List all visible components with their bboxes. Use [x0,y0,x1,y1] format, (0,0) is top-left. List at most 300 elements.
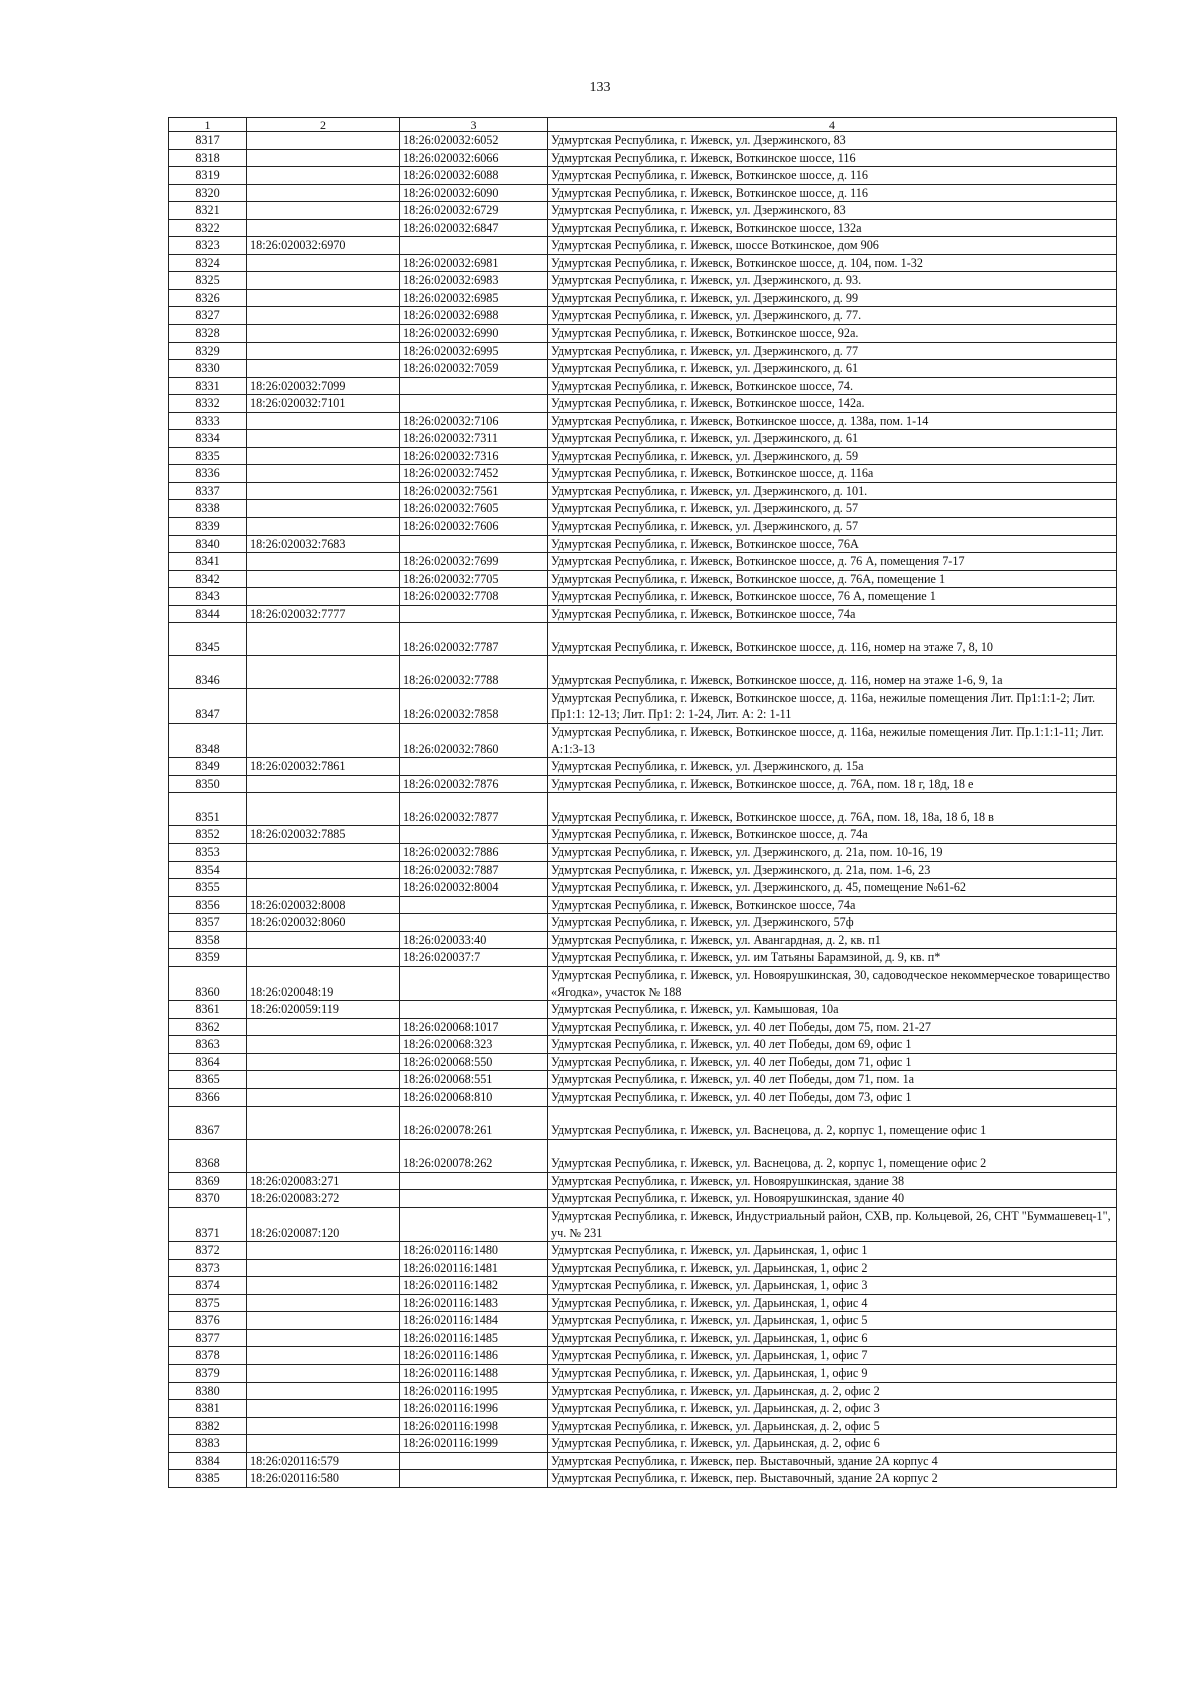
address-cell: Удмуртская Республика, г. Ижевск, ул. Дзержинского, 83 [548,132,1117,150]
cadastral-number-col2 [247,861,400,879]
cadastral-number-col2: 18:26:020032:7099 [247,377,400,395]
address-cell: Удмуртская Республика, г. Ижевск, ул. Дзержинского, д. 57 [548,500,1117,518]
header-row [169,118,1117,132]
table-row [169,826,1117,844]
cadastral-number-col2 [247,289,400,307]
address-cell: Удмуртская Республика, г. Ижевск, ул. Дзержинского, д. 99 [548,289,1117,307]
address-cell: Удмуртская Республика, г. Ижевск, ул. Дарьинская, 1, офис 1 [548,1242,1117,1260]
column-header: 1 [169,118,247,132]
cadastral-number-col3: 18:26:020032:7886 [400,843,548,861]
row-number: 8350 [169,775,247,793]
cadastral-number-col3: 18:26:020116:1483 [400,1294,548,1312]
cadastral-number-col2: 18:26:020116:580 [247,1470,400,1488]
row-number: 8372 [169,1242,247,1260]
row-number: 8365 [169,1071,247,1089]
cadastral-number-col2 [247,167,400,185]
table-row [169,949,1117,967]
cadastral-number-col2 [247,184,400,202]
cadastral-number-col3 [400,826,548,844]
cadastral-number-col3: 18:26:020032:7699 [400,553,548,571]
address-cell: Удмуртская Республика, г. Ижевск, Воткинское шоссе, 74. [548,377,1117,395]
cadastral-number-col3 [400,758,548,776]
cadastral-number-col3: 18:26:020116:1488 [400,1364,548,1382]
cadastral-number-col3: 18:26:020032:6988 [400,307,548,325]
table-row [169,1036,1117,1054]
address-cell: Удмуртская Республика, г. Ижевск, ул. Дзержинского, д. 101. [548,482,1117,500]
row-number: 8366 [169,1089,247,1107]
address-cell: Удмуртская Республика, г. Ижевск, Воткинское шоссе, 92а. [548,325,1117,343]
cadastral-number-col2 [247,1259,400,1277]
table-row [169,360,1117,378]
row-number: 8374 [169,1277,247,1295]
address-cell: Удмуртская Республика, г. Ижевск, ул. Дзержинского, д. 15а [548,758,1117,776]
cadastral-number-col2 [247,1106,400,1139]
row-number: 8383 [169,1435,247,1453]
row-number: 8323 [169,237,247,255]
cadastral-number-col3 [400,377,548,395]
cadastral-number-col3: 18:26:020068:1017 [400,1018,548,1036]
table-body [169,132,1117,1488]
address-cell: Удмуртская Республика, г. Ижевск, Воткинское шоссе, 74а [548,605,1117,623]
cadastral-number-col3 [400,914,548,932]
cadastral-number-col2 [247,342,400,360]
address-cell: Удмуртская Республика, г. Ижевск, пер. Выставочный, здание 2А корпус 2 [548,1470,1117,1488]
row-number: 8345 [169,623,247,656]
table-row [169,535,1117,553]
row-number: 8337 [169,482,247,500]
cadastral-number-col2: 18:26:020032:8008 [247,896,400,914]
row-number: 8346 [169,656,247,689]
table-row [169,1435,1117,1453]
address-cell: Удмуртская Республика, г. Ижевск, ул. Дарьинская, д. 2, офис 6 [548,1435,1117,1453]
row-number: 8333 [169,412,247,430]
address-cell: Удмуртская Республика, г. Ижевск, ул. Дзержинского, д. 57 [548,518,1117,536]
row-number: 8347 [169,689,247,724]
row-number: 8369 [169,1172,247,1190]
address-cell: Удмуртская Республика, г. Ижевск, ул. Новоярушкинская, 30, садоводческое некоммерческое товарищество «Ягодка», участок № 188 [548,966,1117,1001]
row-number: 8382 [169,1417,247,1435]
row-number: 8338 [169,500,247,518]
table-row [169,879,1117,897]
column-header: 4 [548,118,1117,132]
cadastral-number-col3: 18:26:020032:6052 [400,132,548,150]
cadastral-number-col2 [247,1312,400,1330]
address-cell: Удмуртская Республика, г. Ижевск, Воткинское шоссе, д. 116а [548,465,1117,483]
row-number: 8335 [169,447,247,465]
address-cell: Удмуртская Республика, г. Ижевск, Воткинское шоссе, д. 74а [548,826,1117,844]
cadastral-number-col2 [247,325,400,343]
row-number: 8324 [169,254,247,272]
address-cell: Удмуртская Республика, г. Ижевск, Воткинское шоссе, д. 116а, нежилые помещения Лит. Пр1:1:1-2; Лит. Пр1:1: 12-13; Лит. Пр1: 2: 1-24, Лит. А: 2: 1-11 [548,689,1117,724]
cadastral-number-col2: 18:26:020032:8060 [247,914,400,932]
table-row [169,1172,1117,1190]
row-number: 8336 [169,465,247,483]
cadastral-number-col3: 18:26:020032:7059 [400,360,548,378]
cadastral-number-col2 [247,1277,400,1295]
cadastral-number-col2: 18:26:020032:7683 [247,535,400,553]
cadastral-number-col2 [247,1329,400,1347]
cadastral-number-col3: 18:26:020032:6090 [400,184,548,202]
cadastral-number-col3: 18:26:020037:7 [400,949,548,967]
cadastral-number-col2 [247,723,400,758]
address-cell: Удмуртская Республика, г. Ижевск, ул. Дзержинского, д. 45, помещение №61-62 [548,879,1117,897]
row-number: 8361 [169,1001,247,1019]
cadastral-number-col3 [400,966,548,1001]
row-number: 8328 [169,325,247,343]
address-cell: Удмуртская Республика, г. Ижевск, Воткинское шоссе, 116 [548,149,1117,167]
column-header: 2 [247,118,400,132]
cadastral-number-col3: 18:26:020032:7452 [400,465,548,483]
address-cell: Удмуртская Республика, г. Ижевск, ул. Новоярушкинская, здание 38 [548,1172,1117,1190]
table-row [169,1053,1117,1071]
row-number: 8354 [169,861,247,879]
address-cell: Удмуртская Республика, г. Ижевск, ул. Авангардная, д. 2, кв. п1 [548,931,1117,949]
address-cell: Удмуртская Республика, г. Ижевск, Воткинское шоссе, д. 76 А, помещения 7-17 [548,553,1117,571]
row-number: 8371 [169,1207,247,1242]
row-number: 8356 [169,896,247,914]
cadastral-number-col2 [247,1018,400,1036]
cadastral-number-col3: 18:26:020032:7858 [400,689,548,724]
cadastral-number-col3: 18:26:020032:7877 [400,793,548,826]
cadastral-number-col2 [247,430,400,448]
address-cell: Удмуртская Республика, г. Ижевск, Воткинское шоссе, д. 116а, нежилые помещения Лит. Пр.1:1:1-11; Лит. А:1:3-13 [548,723,1117,758]
row-number: 8330 [169,360,247,378]
cadastral-number-col3: 18:26:020032:7605 [400,500,548,518]
table-row [169,149,1117,167]
address-cell: Удмуртская Республика, г. Ижевск, Воткинское шоссе, д. 116 [548,184,1117,202]
row-number: 8334 [169,430,247,448]
cadastral-number-col2: 18:26:020032:6970 [247,237,400,255]
address-cell: Удмуртская Республика, г. Ижевск, Воткинское шоссе, д. 104, пом. 1-32 [548,254,1117,272]
table-row [169,1071,1117,1089]
address-cell: Удмуртская Республика, г. Ижевск, Воткинское шоссе, д. 138а, пом. 1-14 [548,412,1117,430]
cadastral-number-col2: 18:26:020048:19 [247,966,400,1001]
row-number: 8363 [169,1036,247,1054]
cadastral-number-col2 [247,149,400,167]
cadastral-number-col2 [247,482,400,500]
cadastral-number-col2 [247,1036,400,1054]
row-number: 8318 [169,149,247,167]
address-cell: Удмуртская Республика, г. Ижевск, ул. Дзержинского, д. 61 [548,430,1117,448]
address-cell: Удмуртская Республика, г. Ижевск, ул. Дзержинского, д. 59 [548,447,1117,465]
table-row [169,202,1117,220]
cadastral-number-col2 [247,1053,400,1071]
table-row [169,500,1117,518]
cadastral-number-col2 [247,360,400,378]
address-cell: Удмуртская Республика, г. Ижевск, Воткинское шоссе, 132а [548,219,1117,237]
table-row [169,518,1117,536]
address-cell: Удмуртская Республика, г. Ижевск, ул. Дзержинского, д. 21а, пом. 10-16, 19 [548,843,1117,861]
row-number: 8370 [169,1190,247,1208]
address-cell: Удмуртская Республика, г. Ижевск, Воткинское шоссе, д. 76А, помещение 1 [548,570,1117,588]
cadastral-number-col2 [247,656,400,689]
address-cell: Удмуртская Республика, г. Ижевск, ул. 40 лет Победы, дом 69, офис 1 [548,1036,1117,1054]
address-cell: Удмуртская Республика, г. Ижевск, ул. Дзержинского, д. 21а, пом. 1-6, 23 [548,861,1117,879]
cadastral-number-col2 [247,879,400,897]
cadastral-number-col2 [247,254,400,272]
cadastral-number-col2 [247,949,400,967]
row-number: 8325 [169,272,247,290]
table-row [169,307,1117,325]
cadastral-number-col2 [247,588,400,606]
address-cell: Удмуртская Республика, г. Ижевск, ул. Дарьинская, 1, офис 6 [548,1329,1117,1347]
row-number: 8385 [169,1470,247,1488]
address-cell: Удмуртская Республика, г. Ижевск, Индустриальный район, СХВ, пр. Кольцевой, 26, СНТ "Буммашевец-1", уч. № 231 [548,1207,1117,1242]
table-row [169,1470,1117,1488]
address-cell: Удмуртская Республика, г. Ижевск, ул. Дарьинская, 1, офис 3 [548,1277,1117,1295]
cadastral-number-col2 [247,775,400,793]
table-row [169,1382,1117,1400]
address-cell: Удмуртская Республика, г. Ижевск, Воткинское шоссе, 76А [548,535,1117,553]
address-cell: Удмуртская Республика, г. Ижевск, Воткинское шоссе, д. 116 [548,167,1117,185]
table-row [169,1277,1117,1295]
cadastral-number-col3: 18:26:020032:7705 [400,570,548,588]
table-row [169,237,1117,255]
cadastral-number-col2 [247,1364,400,1382]
address-cell: Удмуртская Республика, г. Ижевск, ул. Дарьинская, 1, офис 5 [548,1312,1117,1330]
table-row [169,775,1117,793]
table-row [169,377,1117,395]
cadastral-number-col3 [400,535,548,553]
cadastral-number-col3: 18:26:020032:6995 [400,342,548,360]
cadastral-number-col2 [247,307,400,325]
table-row [169,861,1117,879]
cadastral-number-col3 [400,1470,548,1488]
row-number: 8322 [169,219,247,237]
row-number: 8321 [169,202,247,220]
cadastral-number-col3: 18:26:020032:8004 [400,879,548,897]
row-number: 8362 [169,1018,247,1036]
row-number: 8357 [169,914,247,932]
cadastral-number-col2 [247,202,400,220]
cadastral-number-col3: 18:26:020032:6990 [400,325,548,343]
cadastral-number-col2 [247,1382,400,1400]
page-number: 133 [589,80,611,95]
table-row [169,570,1117,588]
address-cell: Удмуртская Республика, г. Ижевск, ул. 40 лет Победы, дом 73, офис 1 [548,1089,1117,1107]
address-cell: Удмуртская Республика, г. Ижевск, Воткинское шоссе, д. 76А, пом. 18, 18а, 18 б, 18 в [548,793,1117,826]
cadastral-number-col3: 18:26:020068:551 [400,1071,548,1089]
cadastral-number-col2 [247,931,400,949]
row-number: 8341 [169,553,247,571]
cadastral-number-col3: 18:26:020032:7788 [400,656,548,689]
cadastral-number-col2: 18:26:020032:7861 [247,758,400,776]
column-header: 3 [400,118,548,132]
row-number: 8348 [169,723,247,758]
cadastral-number-col2: 18:26:020059:119 [247,1001,400,1019]
address-cell: Удмуртская Республика, г. Ижевск, ул. 40 лет Победы, дом 75, пом. 21-27 [548,1018,1117,1036]
cadastral-number-col3: 18:26:020078:261 [400,1106,548,1139]
table-row [169,1329,1117,1347]
cadastral-number-col2 [247,1417,400,1435]
table-row [169,723,1117,758]
table-row [169,1139,1117,1172]
address-cell: Удмуртская Республика, г. Ижевск, ул. Дарьинская, 1, офис 9 [548,1364,1117,1382]
cadastral-number-col3: 18:26:020116:1998 [400,1417,548,1435]
table-row [169,588,1117,606]
cadastral-number-col2: 18:26:020083:272 [247,1190,400,1208]
cadastral-number-col2 [247,1294,400,1312]
cadastral-number-col3 [400,237,548,255]
address-cell: Удмуртская Республика, г. Ижевск, ул. Васнецова, д. 2, корпус 1, помещение офис 1 [548,1106,1117,1139]
cadastral-number-col2: 18:26:020032:7101 [247,395,400,413]
address-cell: Удмуртская Республика, г. Ижевск, Воткинское шоссе, д. 116, номер на этаже 1-6, 9, 1а [548,656,1117,689]
cadastral-number-col2 [247,1347,400,1365]
row-number: 8376 [169,1312,247,1330]
cadastral-number-col3: 18:26:020032:7561 [400,482,548,500]
address-cell: Удмуртская Республика, г. Ижевск, ул. Новоярушкинская, здание 40 [548,1190,1117,1208]
table-row [169,465,1117,483]
row-number: 8329 [169,342,247,360]
cadastral-number-col2 [247,843,400,861]
cadastral-number-col3: 18:26:020116:1482 [400,1277,548,1295]
row-number: 8327 [169,307,247,325]
address-cell: Удмуртская Республика, г. Ижевск, ул. Дарьинская, д. 2, офис 5 [548,1417,1117,1435]
table-row [169,553,1117,571]
address-cell: Удмуртская Республика, г. Ижевск, ул. 40 лет Победы, дом 71, офис 1 [548,1053,1117,1071]
cadastral-number-col3: 18:26:020032:7708 [400,588,548,606]
cadastral-number-col3: 18:26:020116:1484 [400,1312,548,1330]
row-number: 8320 [169,184,247,202]
table-row [169,843,1117,861]
table-row [169,1089,1117,1107]
cadastral-number-col3: 18:26:020032:6981 [400,254,548,272]
address-cell: Удмуртская Республика, г. Ижевск, ул. Дзержинского, д. 77 [548,342,1117,360]
row-number: 8343 [169,588,247,606]
cadastral-number-col3: 18:26:020032:7316 [400,447,548,465]
cadastral-number-col3: 18:26:020032:7860 [400,723,548,758]
table-row [169,1364,1117,1382]
row-number: 8339 [169,518,247,536]
table-row [169,1259,1117,1277]
table-row [169,342,1117,360]
cadastral-number-col2 [247,1071,400,1089]
table-row [169,1018,1117,1036]
cadastral-number-col3: 18:26:020116:1480 [400,1242,548,1260]
cadastral-number-col2 [247,219,400,237]
cadastral-number-col3: 18:26:020032:6066 [400,149,548,167]
address-cell: Удмуртская Республика, г. Ижевск, ул. Дзержинского, 83 [548,202,1117,220]
row-number: 8342 [169,570,247,588]
row-number: 8364 [169,1053,247,1071]
table-row [169,1417,1117,1435]
cadastral-number-col2 [247,623,400,656]
row-number: 8360 [169,966,247,1001]
row-number: 8378 [169,1347,247,1365]
table-row [169,272,1117,290]
address-cell: Удмуртская Республика, г. Ижевск, ул. Дзержинского, д. 61 [548,360,1117,378]
address-cell: Удмуртская Республика, г. Ижевск, Воткинское шоссе, 76 А, помещение 1 [548,588,1117,606]
address-cell: Удмуртская Республика, г. Ижевск, ул. 40 лет Победы, дом 71, пом. 1а [548,1071,1117,1089]
cadastral-number-col3: 18:26:020068:550 [400,1053,548,1071]
address-cell: Удмуртская Республика, г. Ижевск, шоссе Воткинское, дом 906 [548,237,1117,255]
cadastral-number-col3 [400,605,548,623]
cadastral-number-col2: 18:26:020083:271 [247,1172,400,1190]
address-cell: Удмуртская Республика, г. Ижевск, ул. Дзержинского, д. 93. [548,272,1117,290]
cadastral-number-col3: 18:26:020032:6983 [400,272,548,290]
table-row [169,254,1117,272]
cadastral-number-col3: 18:26:020116:1481 [400,1259,548,1277]
cadastral-number-col3: 18:26:020078:262 [400,1139,548,1172]
address-cell: Удмуртская Республика, г. Ижевск, ул. Дарьинская, 1, офис 7 [548,1347,1117,1365]
cadastral-number-col3: 18:26:020032:6088 [400,167,548,185]
row-number: 8358 [169,931,247,949]
cadastral-number-col3: 18:26:020116:1995 [400,1382,548,1400]
address-cell: Удмуртская Республика, г. Ижевск, ул. Дзержинского, 57ф [548,914,1117,932]
table-row [169,1207,1117,1242]
cadastral-number-col2 [247,500,400,518]
address-cell: Удмуртская Республика, г. Ижевск, ул. Васнецова, д. 2, корпус 1, помещение офис 2 [548,1139,1117,1172]
cadastral-number-col2 [247,1242,400,1260]
address-cell: Удмуртская Республика, г. Ижевск, ул. Дзержинского, д. 77. [548,307,1117,325]
cadastral-number-col3: 18:26:020116:1999 [400,1435,548,1453]
cadastral-number-col3: 18:26:020068:323 [400,1036,548,1054]
table-row [169,1190,1117,1208]
table-row [169,966,1117,1001]
table-row [169,793,1117,826]
cadastral-number-col2 [247,1400,400,1418]
row-number: 8317 [169,132,247,150]
cadastral-number-col3 [400,1207,548,1242]
row-number: 8355 [169,879,247,897]
cadastral-number-col2 [247,793,400,826]
cadastral-number-col3 [400,1190,548,1208]
row-number: 8332 [169,395,247,413]
table-row [169,132,1117,150]
row-number: 8353 [169,843,247,861]
row-number: 8381 [169,1400,247,1418]
cadastral-number-col3: 18:26:020068:810 [400,1089,548,1107]
cadastral-number-col2 [247,465,400,483]
table-row [169,896,1117,914]
table-row [169,395,1117,413]
cadastral-number-col3: 18:26:020032:7876 [400,775,548,793]
address-cell: Удмуртская Республика, г. Ижевск, Воткинское шоссе, д. 76А, пом. 18 г, 18д, 18 е [548,775,1117,793]
table-row [169,605,1117,623]
cadastral-number-col3 [400,896,548,914]
table-row [169,758,1117,776]
address-cell: Удмуртская Республика, г. Ижевск, ул. Дарьинская, д. 2, офис 3 [548,1400,1117,1418]
cadastral-number-col3 [400,395,548,413]
table-row [169,412,1117,430]
registry-table [168,117,1117,1488]
row-number: 8349 [169,758,247,776]
row-number: 8352 [169,826,247,844]
row-number: 8344 [169,605,247,623]
cadastral-number-col3: 18:26:020032:7106 [400,412,548,430]
address-cell: Удмуртская Республика, г. Ижевск, ул. Камышовая, 10а [548,1001,1117,1019]
table-row [169,1242,1117,1260]
cadastral-number-col2: 18:26:020032:7885 [247,826,400,844]
row-number: 8319 [169,167,247,185]
row-number: 8375 [169,1294,247,1312]
cadastral-number-col2 [247,272,400,290]
table-row [169,1106,1117,1139]
table-row [169,1312,1117,1330]
row-number: 8368 [169,1139,247,1172]
cadastral-number-col2 [247,518,400,536]
table-row [169,289,1117,307]
cadastral-number-col3: 18:26:020032:6729 [400,202,548,220]
table-row [169,167,1117,185]
row-number: 8367 [169,1106,247,1139]
cadastral-number-col3: 18:26:020032:6847 [400,219,548,237]
cadastral-number-col2 [247,132,400,150]
table-row [169,325,1117,343]
table-row [169,430,1117,448]
cadastral-number-col2 [247,412,400,430]
cadastral-number-col3: 18:26:020032:7606 [400,518,548,536]
